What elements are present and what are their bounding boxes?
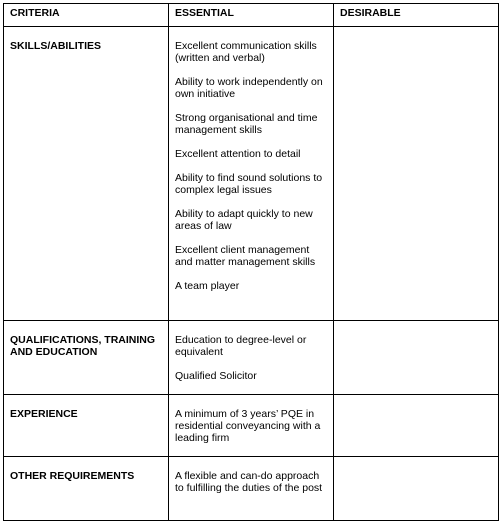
essential-item: Excellent client management and matter management skills <box>175 244 316 268</box>
essential-item: Excellent attention to detail <box>175 148 301 160</box>
criteria-cell <box>4 457 169 521</box>
essential-item: Strong organisational and time management skills <box>175 112 318 136</box>
table-row <box>4 457 499 521</box>
criteria-cell <box>4 27 169 321</box>
criteria-label: QUALIFICATIONS, TRAINING AND EDUCATION <box>10 334 156 358</box>
essential-item: Excellent communication skills (written and verbal) <box>175 40 317 64</box>
table-row <box>4 395 499 457</box>
desirable-cell <box>334 27 499 321</box>
essential-item: Ability to work independently on own initiative <box>175 76 323 100</box>
essential-item: Qualified Solicitor <box>175 370 257 382</box>
person-spec-table <box>3 3 499 521</box>
criteria-label: OTHER REQUIREMENTS <box>10 470 135 482</box>
essential-item: A team player <box>175 280 240 292</box>
header-criteria: CRITERIA <box>4 4 169 27</box>
essential-cell <box>169 457 334 521</box>
header-essential: ESSENTIAL <box>169 4 334 27</box>
essential-item: A flexible and can-do approach to fulfilling the duties of the post <box>175 470 323 494</box>
table-row <box>4 321 499 395</box>
essential-item: Education to degree-level or equivalent <box>175 334 307 358</box>
table-row <box>4 27 499 321</box>
desirable-cell <box>334 395 499 457</box>
essential-cell <box>169 321 334 395</box>
criteria-cell <box>4 321 169 395</box>
desirable-cell <box>334 321 499 395</box>
essential-item: Ability to adapt quickly to new areas of law <box>175 208 313 232</box>
essential-item: A minimum of 3 years’ PQE in residential conveyancing with a leading firm <box>175 408 321 444</box>
header-desirable: DESIRABLE <box>334 4 499 27</box>
header-row <box>4 4 499 27</box>
criteria-label: SKILLS/ABILITIES <box>10 40 102 52</box>
essential-item: Ability to find sound solutions to complex legal issues <box>175 172 323 196</box>
essential-cell <box>169 395 334 457</box>
desirable-cell <box>334 457 499 521</box>
criteria-cell <box>4 395 169 457</box>
essential-cell <box>169 27 334 321</box>
criteria-label: EXPERIENCE <box>10 408 78 420</box>
